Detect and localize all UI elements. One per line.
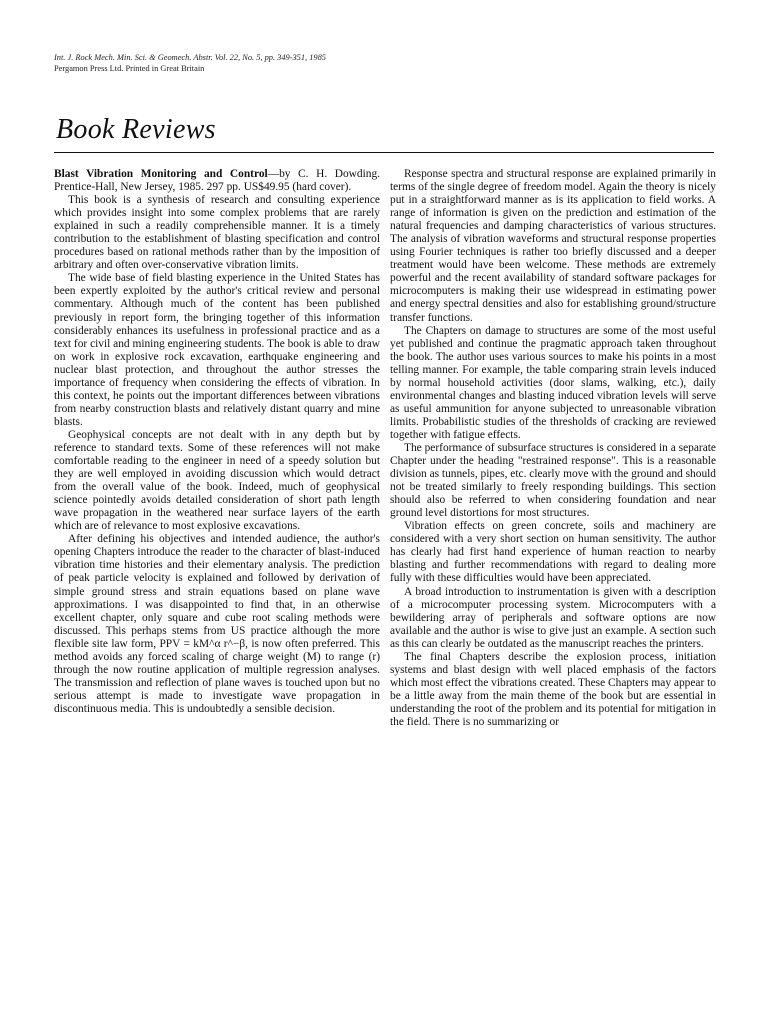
paragraph: Geophysical concepts are not dealt with in any depth but by reference to standard texts. Some of these references will not make comfortable reading to the engineer in need of a speedy solution but they are well employed in avoiding discussion which would detract from the overall value of the book. Indeed, much of geophysical science pointedly avoids detailed consideration of short path length wave propagation in the weathered near surface layers of the earth which are of relevance to most explosive excavations. xyxy=(54,428,380,533)
section-title: Book Reviews xyxy=(56,114,216,145)
left-column xyxy=(54,168,380,716)
publisher-line: Pergamon Press Ltd. Printed in Great Britain xyxy=(54,64,205,73)
paragraph: A broad introduction to instrumentation is given with a description of a microcomputer processing system. Microcomputers with a bewildering array of peripherals and software options are now available and the author is wise to give just an example. A section such as this can clearly be outdated as the manuscript reaches the printers. xyxy=(390,585,716,650)
title-rule xyxy=(54,152,714,153)
paragraph: Response spectra and structural response are explained primarily in terms of the single degree of freedom model. Again the theory is nicely put in a straightforward manner as is its application to field works. A range of information is given on the prediction and estimation of the natural frequencies and damping characteristics of various structures. The analysis of vibration waveforms and structural response properties using Fourier techniques is rather too briefly discussed and a deeper treatment would have been welcome. These methods are extremely powerful and the recent availability of standard software packages for microcomputers is making their use widespread in estimating power and energy spectral densities and also for establishing ground/structure transfer functions. xyxy=(390,168,716,324)
paragraph: The final Chapters describe the explosion process, initiation systems and blast design with well placed emphasis of the factors which most effect the vibrations created. These Chapters may appear to be a little away from the main theme of the book but are essential in understanding the root of the problem and its potential for mitigation in the field. There is no summarizing or xyxy=(390,650,716,728)
paragraph: After defining his objectives and intended audience, the author's opening Chapters introduce the reader to the character of blast-induced vibration time histories and their elementary analysis. The prediction of peak particle velocity is explained and followed by derivation of simple ground stress and strain equations based on plane wave approximations. I was disappointed to find that, in an otherwise excellent chapter, only square and cube root scaling methods were discussed. This perhaps stems from US practice although the more flexible site law form, PPV = kM^α r^−β, is now often preferred. This method avoids any forced scaling of charge weight (M) to range (r) through the now routine application of multiple regression analyses. The transmission and reflection of plane waves is touched upon but no serious attempt is made to investigate wave propagation in discontinuous media. This is undoubtedly a sensible decision. xyxy=(54,533,380,715)
paragraph: The Chapters on damage to structures are some of the most useful yet published and continue the pragmatic approach taken throughout the book. The author uses various sources to make his points in a most telling manner. For example, the table comparing strain levels induced by normal household activities (door slams, walking, etc.), daily environmental changes and blasting induced vibration levels will serve as useful ammunition for anyone subjected to unreasonable vibration limits. Probabilistic studies of the thresholds of cracking are reviewed together with fatigue effects. xyxy=(390,324,716,441)
paragraph: The wide base of field blasting experience in the United States has been expertly exploited by the author's critical review and personal commentary. Although much of the content has been published previously in report form, the bringing together of this information considerably enhances its usefulness in professional practice and as a text for civil and mining engineering students. The book is able to draw on work in explosive rock excavation, earthquake engineering and nuclear blast protection, and throughout the author stresses the importance of frequency when considering the effects of vibration. In this context, he points out the important differences between vibrations from nearby construction blasts and relatively distant quarry and mine blasts. xyxy=(54,272,380,428)
paragraph: Vibration effects on green concrete, soils and machinery are considered with a very short section on human sensitivity. The author has clearly had first hand experience of human reaction to nearby blasting and further recommendations with regard to dealing more fully with these difficulties would have been appreciated. xyxy=(390,520,716,585)
book-citation xyxy=(54,168,380,194)
journal-citation-line: Int. J. Rock Mech. Min. Sci. & Geomech. Abstr. Vol. 22, No. 5, pp. 349-351, 1985 xyxy=(54,53,326,62)
paragraph: The performance of subsurface structures is considered in a separate Chapter under the heading "restrained response". This is a reasonable division as tunnels, pipes, etc. clearly move with the ground and should not be treated similarly to freely responding buildings. This section should also be referred to when considering foundation and near ground level distortions for most structures. xyxy=(390,441,716,520)
paragraph: This book is a synthesis of research and consulting experience which provides insight into some complex problems that are rarely explained in such a readily comprehensible manner. It is a timely contribution to the establishment of blasting specification and control procedures based on rational methods rather than by the imposition of arbitrary and often over-conservative vibration limits. xyxy=(54,194,380,272)
journal-header xyxy=(54,52,714,74)
right-column xyxy=(390,168,716,729)
book-details: —by C. H. Dowding. Prentice-Hall, New Jersey, 1985. 297 pp. US$49.95 (hard cover). xyxy=(54,168,380,194)
book-title: Blast Vibration Monitoring and Control xyxy=(54,168,268,180)
